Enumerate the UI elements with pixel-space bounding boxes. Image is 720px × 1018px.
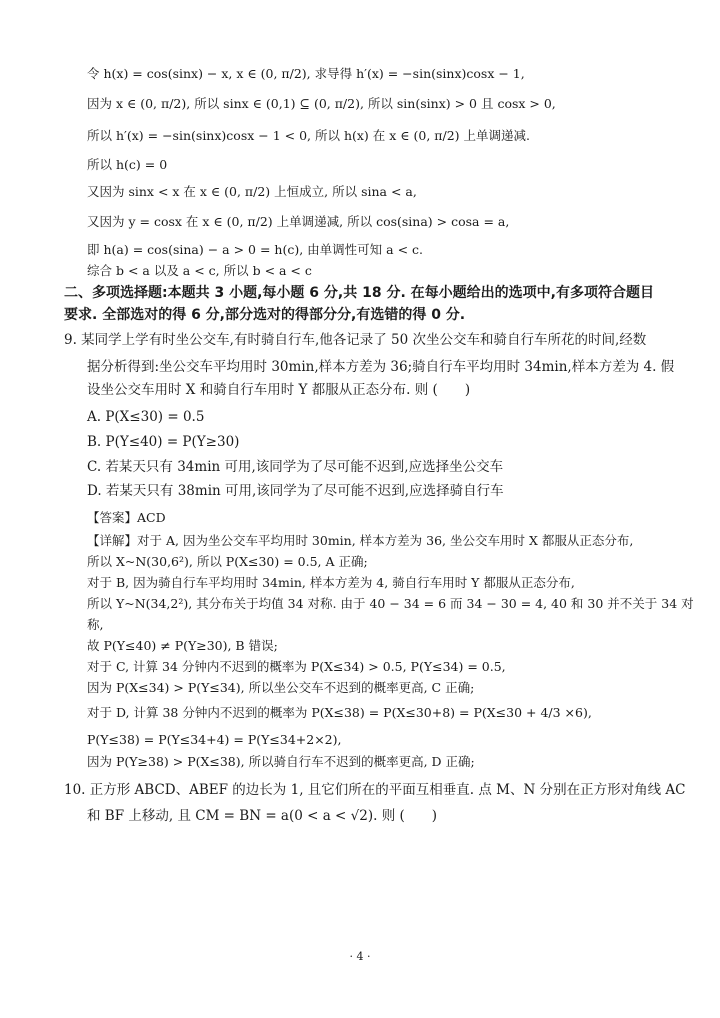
explanation-line: 称, bbox=[87, 617, 104, 632]
explanation-line: 对于 D, 计算 38 分钟内不迟到的概率为 P(X≤38) = P(X≤30+8) = P(X≤30 + 4/3 ×6), bbox=[87, 705, 592, 720]
question-text: 10. 正方形 ABCD、ABEF 的边长为 1, 且它们所在的平面互相垂直. 点 M、N 分别在正方形对角线 AC bbox=[64, 782, 686, 798]
explanation-line: 因为 P(Y≥38) > P(X≤38), 所以骑自行车不迟到的概率更高, D 正确; bbox=[87, 754, 475, 769]
question-text: 设坐公交车用时 X 和骑自行车用时 Y 都服从正态分布. 则 ( ) bbox=[87, 382, 471, 398]
option-c: C. 若某天只有 34min 可用,该同学为了尽可能不迟到,应选择坐公交车 bbox=[87, 459, 504, 475]
explanation-line: P(Y≤38) = P(Y≤34+4) = P(Y≤34+2×2), bbox=[87, 732, 342, 747]
explanation-line: 【详解】对于 A, 因为坐公交车平均用时 30min, 样本方差为 36, 坐公交车用时 X 都服从正态分布, bbox=[87, 533, 634, 548]
proof-line: 所以 h(c) = 0 bbox=[87, 157, 168, 172]
explanation-line: 对于 B, 因为骑自行车平均用时 34min, 样本方差为 4, 骑自行车用时 Y 都服从正态分布, bbox=[87, 575, 575, 590]
explanation-line: 故 P(Y≤40) ≠ P(Y≥30), B 错误; bbox=[87, 638, 278, 653]
page-number: · 4 · bbox=[349, 950, 371, 963]
section-heading-line: 要求. 全部选对的得 6 分,部分选对的得部分分,有选错的得 0 分. bbox=[64, 307, 466, 323]
question-text: 9. 某同学上学有时坐公交车,有时骑自行车,他各记录了 50 次坐公交车和骑自行车所花的时间,经数 bbox=[64, 332, 647, 348]
question-text: 据分析得到:坐公交车平均用时 30min,样本方差为 36;骑自行车平均用时 34min,样本方差为 4. 假 bbox=[87, 359, 675, 375]
explanation-line: 所以 X~N(30,6²), 所以 P(X≤30) = 0.5, A 正确; bbox=[87, 554, 368, 569]
proof-line: 即 h(a) = cos(sina) − a > 0 = h(c), 由单调性可知 a < c. bbox=[87, 242, 423, 257]
option-d: D. 若某天只有 38min 可用,该同学为了尽可能不迟到,应选择骑自行车 bbox=[87, 483, 504, 499]
explanation-line: 对于 C, 计算 34 分钟内不迟到的概率为 P(X≤34) > 0.5, P(Y≤34) = 0.5, bbox=[87, 659, 506, 674]
proof-line: 综合 b < a 以及 a < c, 所以 b < a < c bbox=[87, 263, 312, 278]
proof-line: 因为 x ∈ (0, π/2), 所以 sinx ∈ (0,1) ⊆ (0, π/2), 所以 sin(sinx) > 0 且 cosx > 0, bbox=[87, 96, 556, 111]
proof-line: 又因为 y = cosx 在 x ∈ (0, π/2) 上单调递减, 所以 cos(sina) > cosa = a, bbox=[87, 214, 510, 229]
proof-line: 令 h(x) = cos(sinx) − x, x ∈ (0, π/2), 求导得 h′(x) = −sin(sinx)cosx − 1, bbox=[87, 66, 525, 81]
section-heading-line: 二、多项选择题:本题共 3 小题,每小题 6 分,共 18 分. 在每小题给出的选项中,有多项符合题目 bbox=[64, 285, 654, 301]
answer: 【答案】ACD bbox=[87, 510, 166, 525]
proof-line: 又因为 sinx < x 在 x ∈ (0, π/2) 上恒成立, 所以 sina < a, bbox=[87, 184, 417, 199]
option-a: A. P(X≤30) = 0.5 bbox=[87, 409, 205, 425]
explanation-line: 因为 P(X≤34) > P(Y≤34), 所以坐公交车不迟到的概率更高, C 正确; bbox=[87, 680, 475, 695]
option-b: B. P(Y≤40) = P(Y≥30) bbox=[87, 434, 240, 450]
question-text: 和 BF 上移动, 且 CM = BN = a(0 < a < √2). 则 ( ) bbox=[87, 808, 438, 824]
proof-line: 所以 h′(x) = −sin(sinx)cosx − 1 < 0, 所以 h(x) 在 x ∈ (0, π/2) 上单调递减. bbox=[87, 128, 530, 143]
explanation-line: 所以 Y~N(34,2²), 其分布关于均值 34 对称. 由于 40 − 34 = 6 而 34 − 30 = 4, 40 和 30 并不关于 34 对 bbox=[87, 596, 694, 611]
